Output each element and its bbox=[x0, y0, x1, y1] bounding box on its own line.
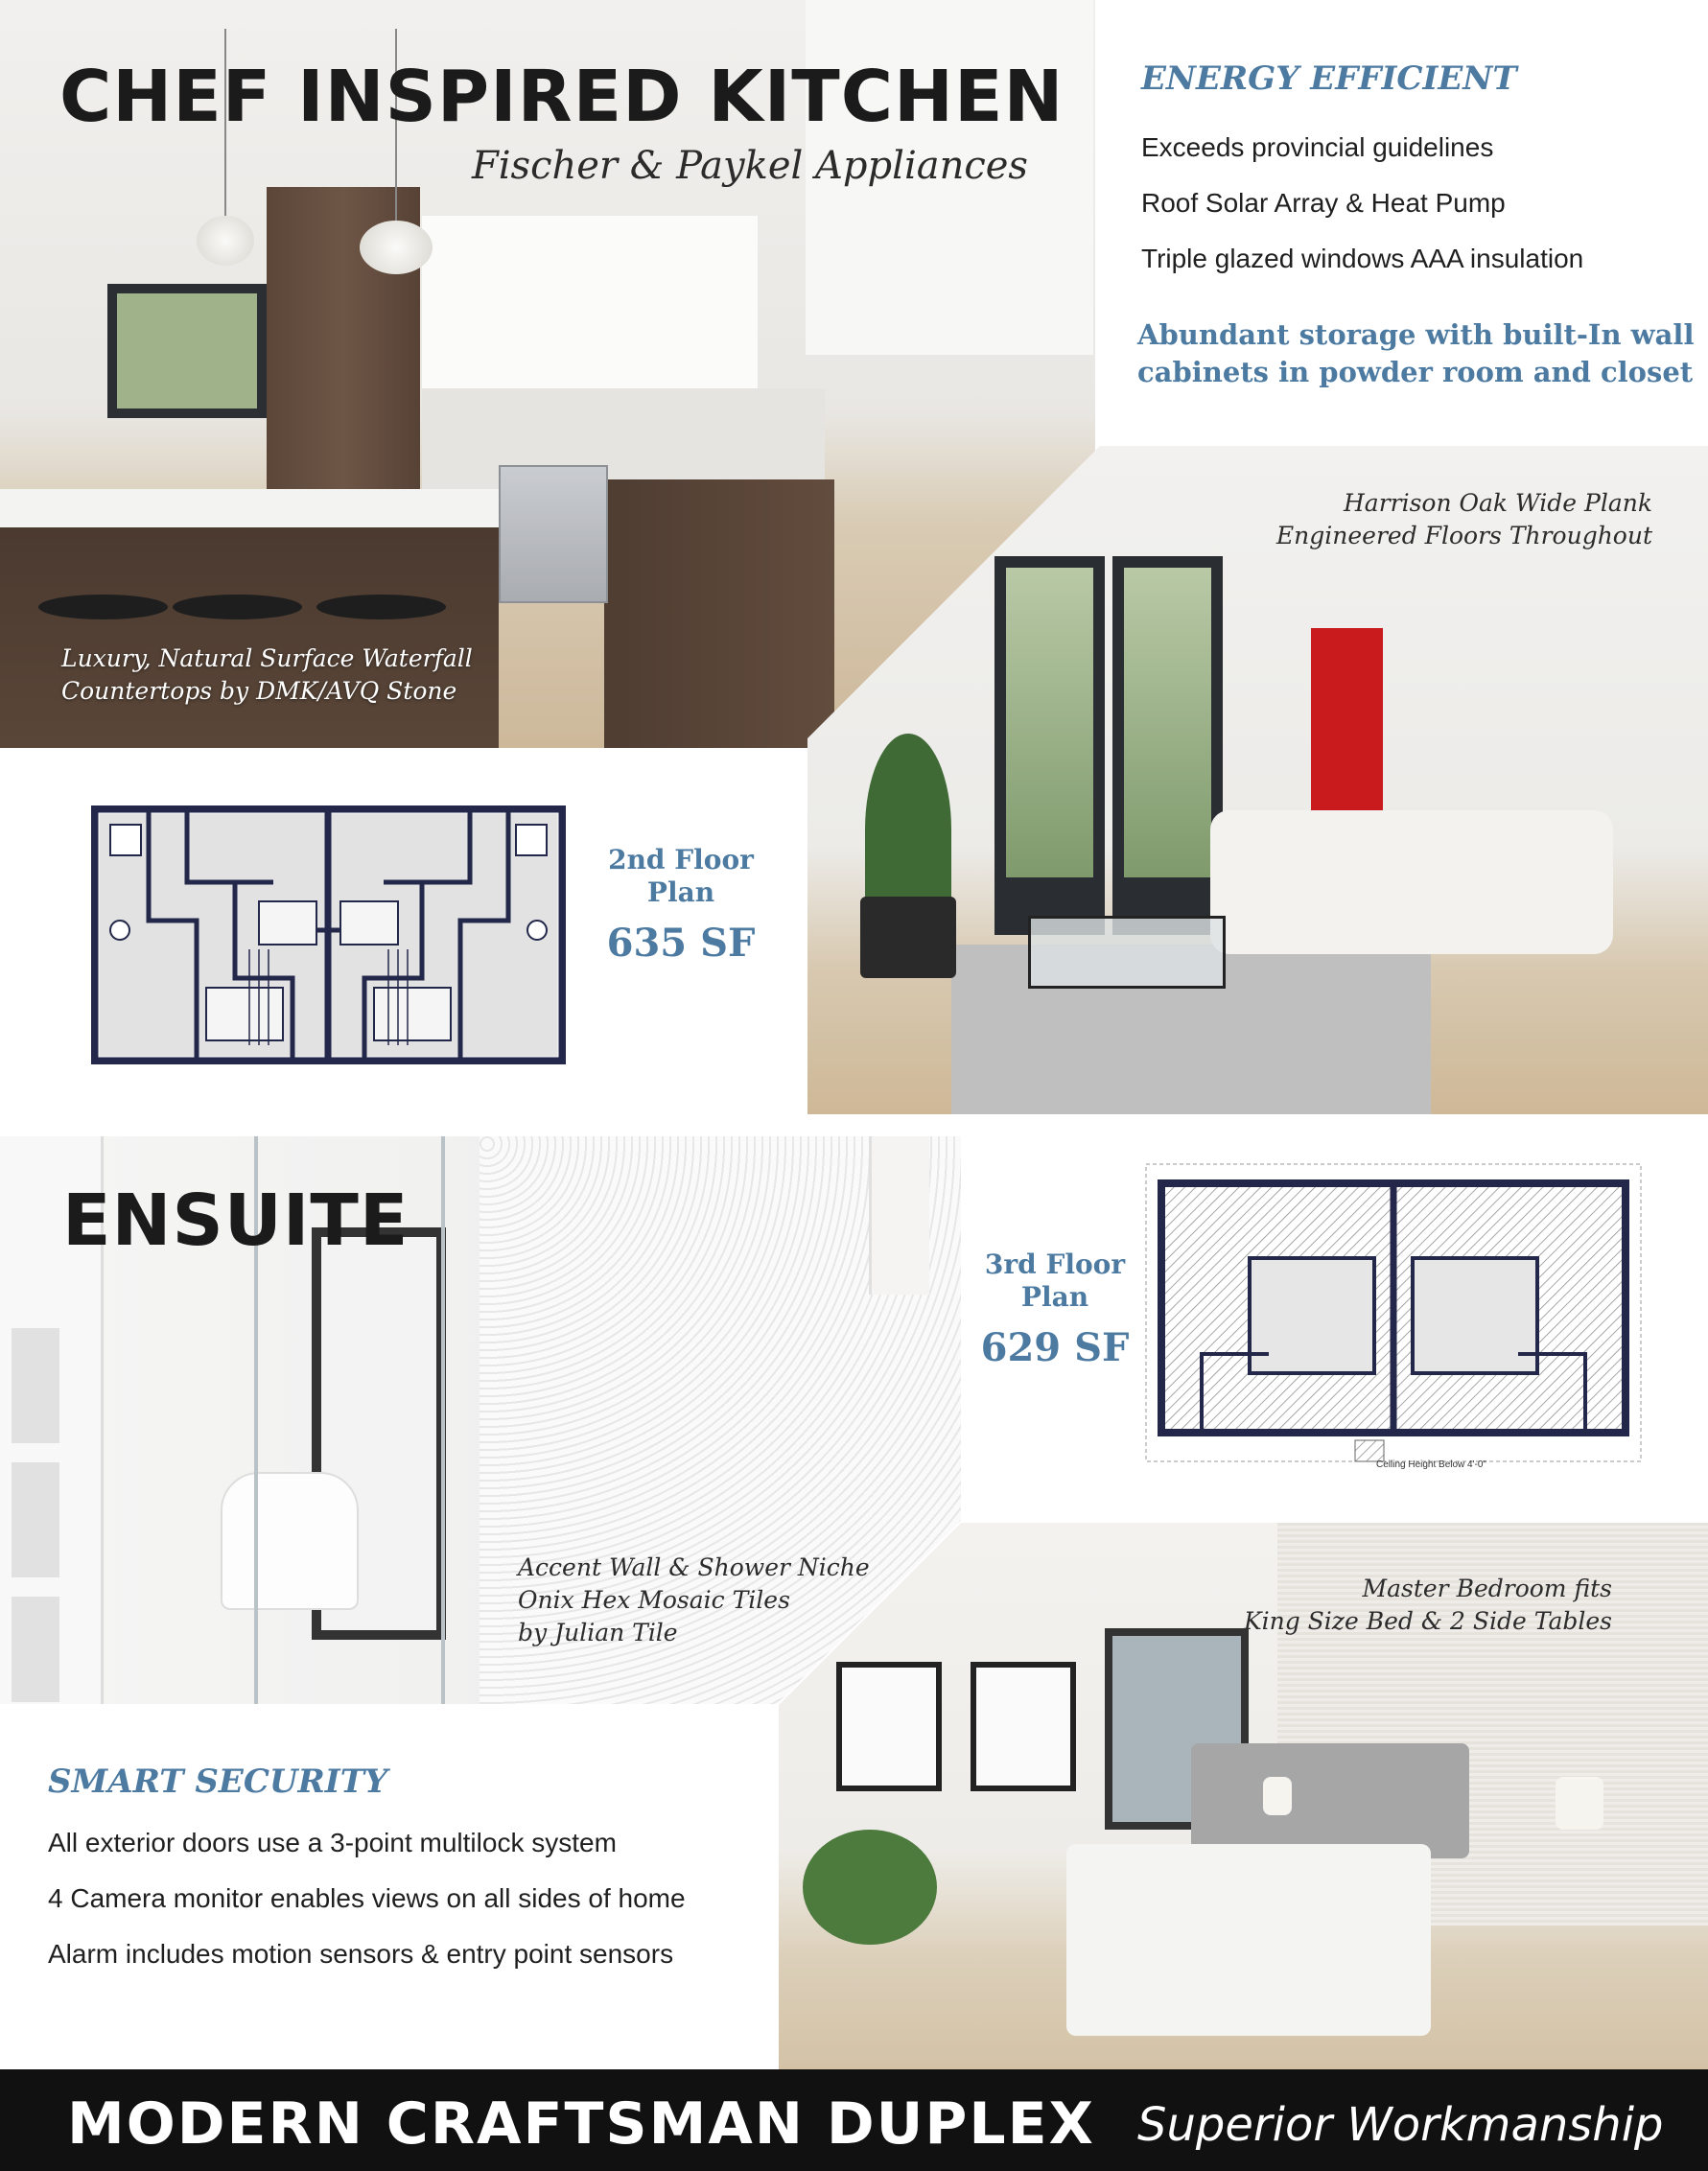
third-floor-plan bbox=[1144, 1162, 1643, 1479]
energy-item: Exceeds provincial guidelines bbox=[1141, 132, 1494, 162]
ensuite-title: ENSUITE bbox=[62, 1179, 409, 1262]
security-item: All exterior doors use a 3-point multilock system bbox=[48, 1828, 617, 1857]
bar-stool bbox=[316, 595, 446, 619]
lower-cabinets bbox=[604, 479, 834, 748]
kitchen-title: CHEF INSPIRED KITCHEN bbox=[59, 56, 1065, 138]
caption-line: Onix Hex Mosaic Tiles bbox=[518, 1586, 790, 1614]
plan-label-line: 3rd Floor bbox=[984, 1249, 1126, 1280]
bedroom-caption bbox=[1244, 1573, 1612, 1638]
table-lamp bbox=[1556, 1777, 1603, 1830]
plan-label-line: Plan bbox=[646, 876, 715, 908]
caption-line: Harrison Oak Wide Plank bbox=[1344, 489, 1652, 517]
range-stove bbox=[499, 465, 608, 603]
glass-partition bbox=[441, 1136, 445, 1704]
kitchen-subtitle: Fischer & Paykel Appliances bbox=[472, 144, 1028, 188]
kitchen-window bbox=[107, 284, 267, 418]
storage-note bbox=[1137, 316, 1694, 391]
pendant-light bbox=[360, 221, 433, 274]
pendant-light bbox=[197, 216, 254, 266]
energy-title: ENERGY EFFICIENT bbox=[1141, 59, 1517, 98]
french-door bbox=[994, 556, 1105, 935]
footer-tagline: Superior Workmanship bbox=[1137, 2098, 1664, 2152]
caption-line: by Julian Tile bbox=[518, 1619, 678, 1646]
wall-art bbox=[971, 1662, 1076, 1791]
table-lamp bbox=[1263, 1777, 1292, 1815]
third-floor-label bbox=[969, 1249, 1141, 1314]
backsplash bbox=[422, 388, 825, 494]
bed bbox=[1066, 1844, 1431, 2036]
caption-line: Master Bedroom fits bbox=[1362, 1575, 1612, 1602]
third-floor-area: 629 SF bbox=[980, 1325, 1130, 1370]
french-door bbox=[1112, 556, 1223, 935]
shower-caption bbox=[518, 1552, 870, 1649]
storage-line: Abundant storage with built-In wall bbox=[1137, 318, 1695, 351]
plant bbox=[803, 1830, 937, 1945]
security-item: 4 Camera monitor enables views on all sides of home bbox=[48, 1883, 686, 1913]
toilet bbox=[221, 1472, 359, 1610]
bar-stool bbox=[173, 595, 302, 619]
countertop-caption bbox=[61, 642, 473, 708]
ceiling-legend: Ceiling Height Below 4'-0" bbox=[1376, 1459, 1486, 1470]
headboard bbox=[1191, 1743, 1469, 1858]
shower-niche bbox=[869, 1136, 929, 1295]
plan-label-line: 2nd Floor bbox=[608, 844, 754, 875]
plant-pot bbox=[860, 897, 956, 978]
second-floor-area: 635 SF bbox=[606, 921, 756, 966]
caption-line: Engineered Floors Throughout bbox=[1275, 522, 1652, 549]
plan-label-line: Plan bbox=[1020, 1281, 1089, 1313]
second-floor-plan bbox=[91, 805, 566, 1064]
storage-line: cabinets in powder room and closet bbox=[1137, 356, 1694, 388]
footer-title: MODERN CRAFTSMAN DUPLEX bbox=[67, 2090, 1095, 2158]
white-cabinets bbox=[422, 216, 758, 392]
bar-stool bbox=[38, 595, 168, 619]
second-floor-label bbox=[595, 844, 767, 909]
energy-item: Roof Solar Array & Heat Pump bbox=[1141, 188, 1506, 218]
security-title: SMART SECURITY bbox=[48, 1762, 388, 1801]
sofa bbox=[1210, 810, 1613, 954]
caption-line: Countertops by DMK/AVQ Stone bbox=[61, 677, 457, 705]
coffee-table bbox=[1028, 916, 1226, 989]
red-front-door bbox=[1311, 628, 1383, 825]
security-item: Alarm includes motion sensors & entry point sensors bbox=[48, 1939, 674, 1969]
wall-art bbox=[836, 1662, 942, 1791]
caption-line: King Size Bed & 2 Side Tables bbox=[1243, 1607, 1612, 1635]
caption-line: Accent Wall & Shower Niche bbox=[518, 1553, 870, 1581]
energy-item: Triple glazed windows AAA insulation bbox=[1141, 244, 1584, 273]
footer-bar bbox=[0, 2069, 1708, 2171]
caption-line: Luxury, Natural Surface Waterfall bbox=[61, 644, 473, 672]
floors-caption bbox=[1276, 487, 1652, 552]
